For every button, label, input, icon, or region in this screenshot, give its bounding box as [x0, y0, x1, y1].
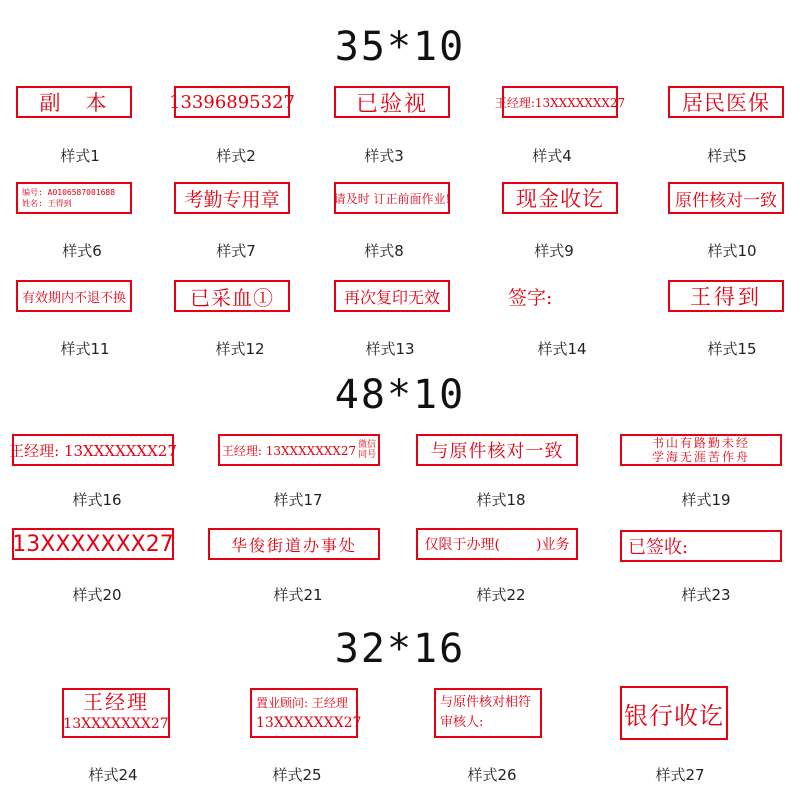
stamp-style-17 — [218, 434, 380, 466]
stamp-style-19 — [620, 434, 782, 466]
caption-style-6: 样式6 — [62, 242, 102, 260]
stamp-text: )业务 — [536, 537, 570, 553]
stamp-text: 再次复印无效 — [343, 287, 440, 307]
stamp-text: 已签收: — [628, 537, 689, 558]
section-title-35x10: 35*10 — [334, 24, 466, 70]
caption-style-10: 样式10 — [707, 242, 757, 260]
stamp-style-1 — [16, 86, 132, 118]
stamp-text: 原件核对一致 — [675, 190, 777, 211]
stamp-text-line: 13XXXXXXX27 — [63, 716, 169, 732]
stamp-text-line: 王经理 — [83, 690, 149, 714]
caption-style-21: 样式21 — [273, 586, 323, 604]
stamp-text-line: 13XXXXXXX27 — [256, 715, 362, 731]
stamp-style-25 — [250, 688, 362, 738]
caption-style-17: 样式17 — [273, 491, 323, 509]
stamp-style-20 — [12, 528, 174, 560]
stamp-style-18 — [416, 434, 578, 466]
stamp-text: 与原件核对一致 — [430, 441, 564, 462]
stamp-text-line: 书山有路勤未经 — [651, 436, 750, 450]
stamp-text: 王经理:13XXXXXXX27 — [494, 95, 626, 110]
caption-style-22: 样式22 — [476, 586, 526, 604]
caption-style-5: 样式5 — [707, 147, 747, 165]
caption-style-4: 样式4 — [532, 147, 572, 165]
caption-style-20: 样式20 — [72, 586, 122, 604]
stamp-text-line: 审核人: — [440, 715, 484, 730]
stamp-style-23 — [620, 530, 782, 562]
stamp-style-10 — [668, 182, 784, 214]
stamp-text-line: 与原件核对相符 — [440, 695, 532, 710]
caption-style-13: 样式13 — [365, 340, 415, 358]
stamp-style-12 — [174, 280, 290, 312]
caption-style-2: 样式2 — [216, 147, 256, 165]
stamp-style-13 — [334, 280, 450, 312]
stamp-text-line: 同号 — [358, 450, 377, 460]
stamp-style-24 — [62, 688, 170, 738]
caption-style-14: 样式14 — [537, 340, 587, 358]
stamp-text-line: 微信 — [358, 440, 377, 450]
stamp-text: 现金收讫 — [516, 187, 604, 211]
stamp-text: 签字: — [508, 286, 553, 309]
caption-style-1: 样式1 — [60, 147, 100, 165]
stamp-style-15 — [668, 280, 784, 312]
stamp-style-9 — [502, 182, 618, 214]
caption-style-18: 样式18 — [476, 491, 526, 509]
section-title-48x10: 48*10 — [334, 372, 466, 418]
stamp-side-text — [358, 440, 376, 460]
stamp-text: 请及时 订正前面作业! — [333, 191, 451, 206]
stamp-text: 考勤专用章 — [184, 188, 280, 211]
caption-style-7: 样式7 — [216, 242, 256, 260]
stamp-text: 华俊街道办事处 — [230, 535, 357, 555]
stamp-text: 已采血① — [190, 285, 274, 310]
stamp-style-7 — [174, 182, 290, 214]
stamp-style-11 — [16, 280, 132, 312]
stamp-style-16 — [9, 434, 177, 466]
stamp-style-5 — [668, 86, 784, 118]
caption-style-23: 样式23 — [681, 586, 731, 604]
stamp-style-21 — [208, 528, 380, 560]
stamp-text: 有效期内不退不换 — [21, 290, 126, 306]
stamp-text: 副 本 — [39, 91, 109, 115]
stamp-text-line: 编号: A0106587001688 — [22, 188, 116, 197]
stamp-style-27 — [620, 686, 728, 740]
stamp-text: 13XXXXXXX27 — [12, 531, 174, 557]
caption-style-3: 样式3 — [364, 147, 404, 165]
caption-style-9: 样式9 — [534, 242, 574, 260]
caption-style-19: 样式19 — [681, 491, 731, 509]
stamp-style-14 — [504, 280, 620, 312]
stamp-style-6 — [16, 182, 132, 214]
stamp-text: 王经理: 13XXXXXXX27 — [9, 441, 177, 460]
stamp-style-2 — [169, 86, 295, 118]
caption-style-16: 样式16 — [72, 491, 122, 509]
stamp-style-8 — [334, 182, 450, 214]
caption-style-8: 样式8 — [364, 242, 404, 260]
section-title-32x16: 32*16 — [334, 626, 466, 672]
stamp-text: 已验视 — [355, 91, 428, 117]
stamp-text: 王经理: 13XXXXXXX27 — [221, 443, 357, 458]
stamp-style-26 — [434, 688, 542, 738]
stamp-text-line: 学海无涯苦作舟 — [651, 450, 750, 464]
caption-style-24: 样式24 — [88, 766, 138, 784]
caption-style-27: 样式27 — [655, 766, 705, 784]
stamp-text: 银行收讫 — [624, 701, 724, 730]
stamp-text: 13396895327 — [169, 91, 295, 113]
stamp-style-4 — [494, 86, 626, 118]
caption-style-15: 样式15 — [707, 340, 757, 358]
stamp-text: 居民医保 — [682, 91, 770, 115]
caption-style-12: 样式12 — [215, 340, 265, 358]
stamp-text-line: 姓名: 王得到 — [22, 199, 72, 208]
caption-style-26: 样式26 — [467, 766, 517, 784]
stamp-style-3 — [334, 86, 450, 118]
stamp-style-22 — [416, 528, 578, 560]
stamp-text: 王得到 — [690, 285, 762, 309]
caption-style-11: 样式11 — [60, 340, 110, 358]
stamp-text: 仅限于办理( — [424, 537, 500, 553]
caption-style-25: 样式25 — [272, 766, 322, 784]
stamp-text-line: 置业顾问: 王经理 — [256, 696, 348, 710]
